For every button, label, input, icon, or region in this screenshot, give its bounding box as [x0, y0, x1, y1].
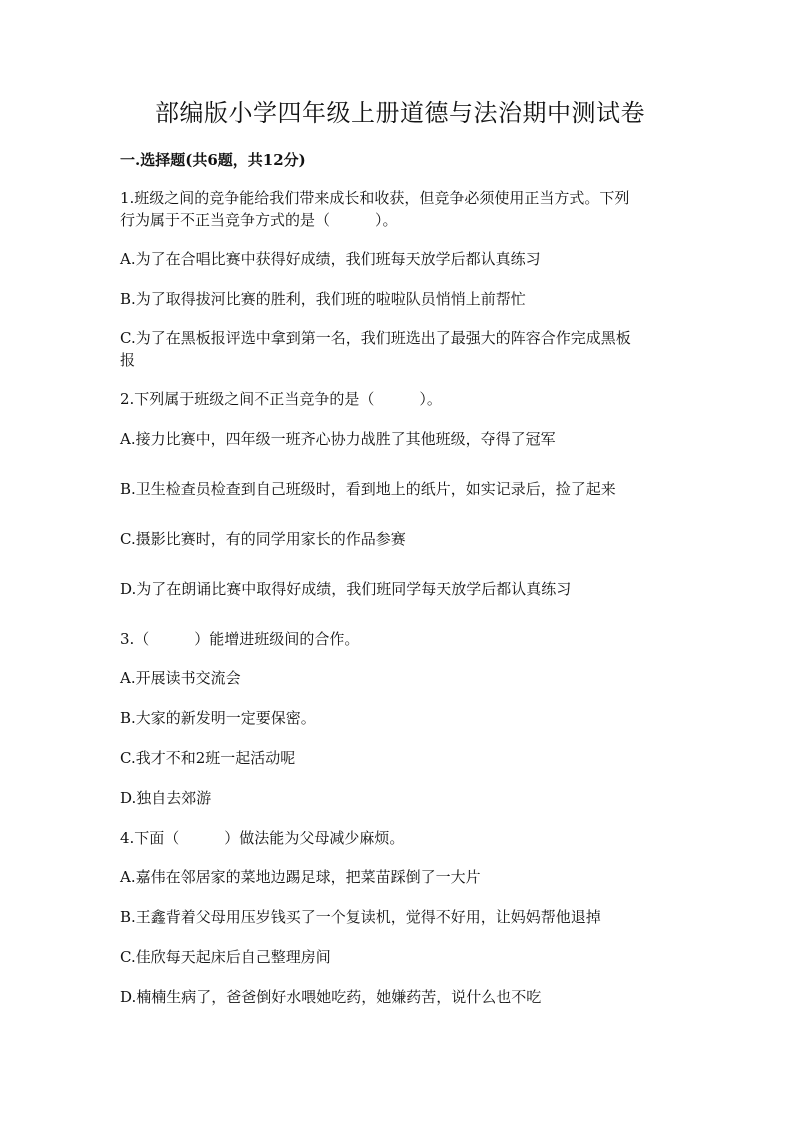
section-heading: 一.选择题(共6题，共12分) — [120, 151, 306, 169]
question-1-option-a: A.为了在合唱比赛中获得好成绩，我们班每天放学后都认真练习 — [120, 250, 541, 268]
question-3-option-a: A.开展读书交流会 — [120, 669, 241, 687]
question-2-option-d: D.为了在朗诵比赛中取得好成绩，我们班同学每天放学后都认真练习 — [120, 580, 572, 598]
question-2-stem: 2.下列属于班级之间不正当竞争的是（ ）。 — [120, 390, 442, 408]
question-3-option-c: C.我才不和2班一起活动呢 — [120, 749, 296, 767]
question-3-option-d: D.独自去郊游 — [120, 789, 212, 807]
question-4-option-a: A.嘉伟在邻居家的菜地边踢足球，把菜苗踩倒了一大片 — [120, 868, 481, 886]
question-1-option-c-line-1: C.为了在黑板报评选中拿到第一名，我们班选出了最强大的阵容合作完成黑板 — [120, 329, 631, 347]
question-2-option-c: C.摄影比赛时，有的同学用家长的作品参赛 — [120, 530, 406, 548]
question-4-stem: 4.下面（ ）做法能为父母减少麻烦。 — [120, 829, 405, 847]
question-2-option-a: A.接力比赛中，四年级一班齐心协力战胜了其他班级，夺得了冠军 — [120, 430, 556, 448]
question-4-option-d: D.楠楠生病了，爸爸倒好水喂她吃药，她嫌药苦，说什么也不吃 — [120, 988, 542, 1006]
question-1-stem-line-2: 行为属于不正当竞争方式的是（ ）。 — [120, 211, 398, 229]
page-title: 部编版小学四年级上册道德与法治期中测试卷 — [155, 99, 645, 127]
question-1-stem-line-1: 1.班级之间的竞争能给我们带来成长和收获，但竞争必须使用正当方式。下列 — [120, 189, 630, 207]
question-1-option-c-line-2: 报 — [120, 351, 136, 369]
question-3-stem: 3.（ ）能增进班级间的合作。 — [120, 630, 360, 648]
question-3-option-b: B.大家的新发明一定要保密。 — [120, 709, 316, 727]
question-4-option-c: C.佳欣每天起床后自己整理房间 — [120, 948, 331, 966]
question-1-option-b: B.为了取得拔河比赛的胜利，我们班的啦啦队员悄悄上前帮忙 — [120, 290, 526, 308]
question-2-option-b: B.卫生检查员检查到自己班级时，看到地上的纸片，如实记录后，捡了起来 — [120, 480, 616, 498]
question-4-option-b: B.王鑫背着父母用压岁钱买了一个复读机，觉得不好用，让妈妈帮他退掉 — [120, 908, 601, 926]
